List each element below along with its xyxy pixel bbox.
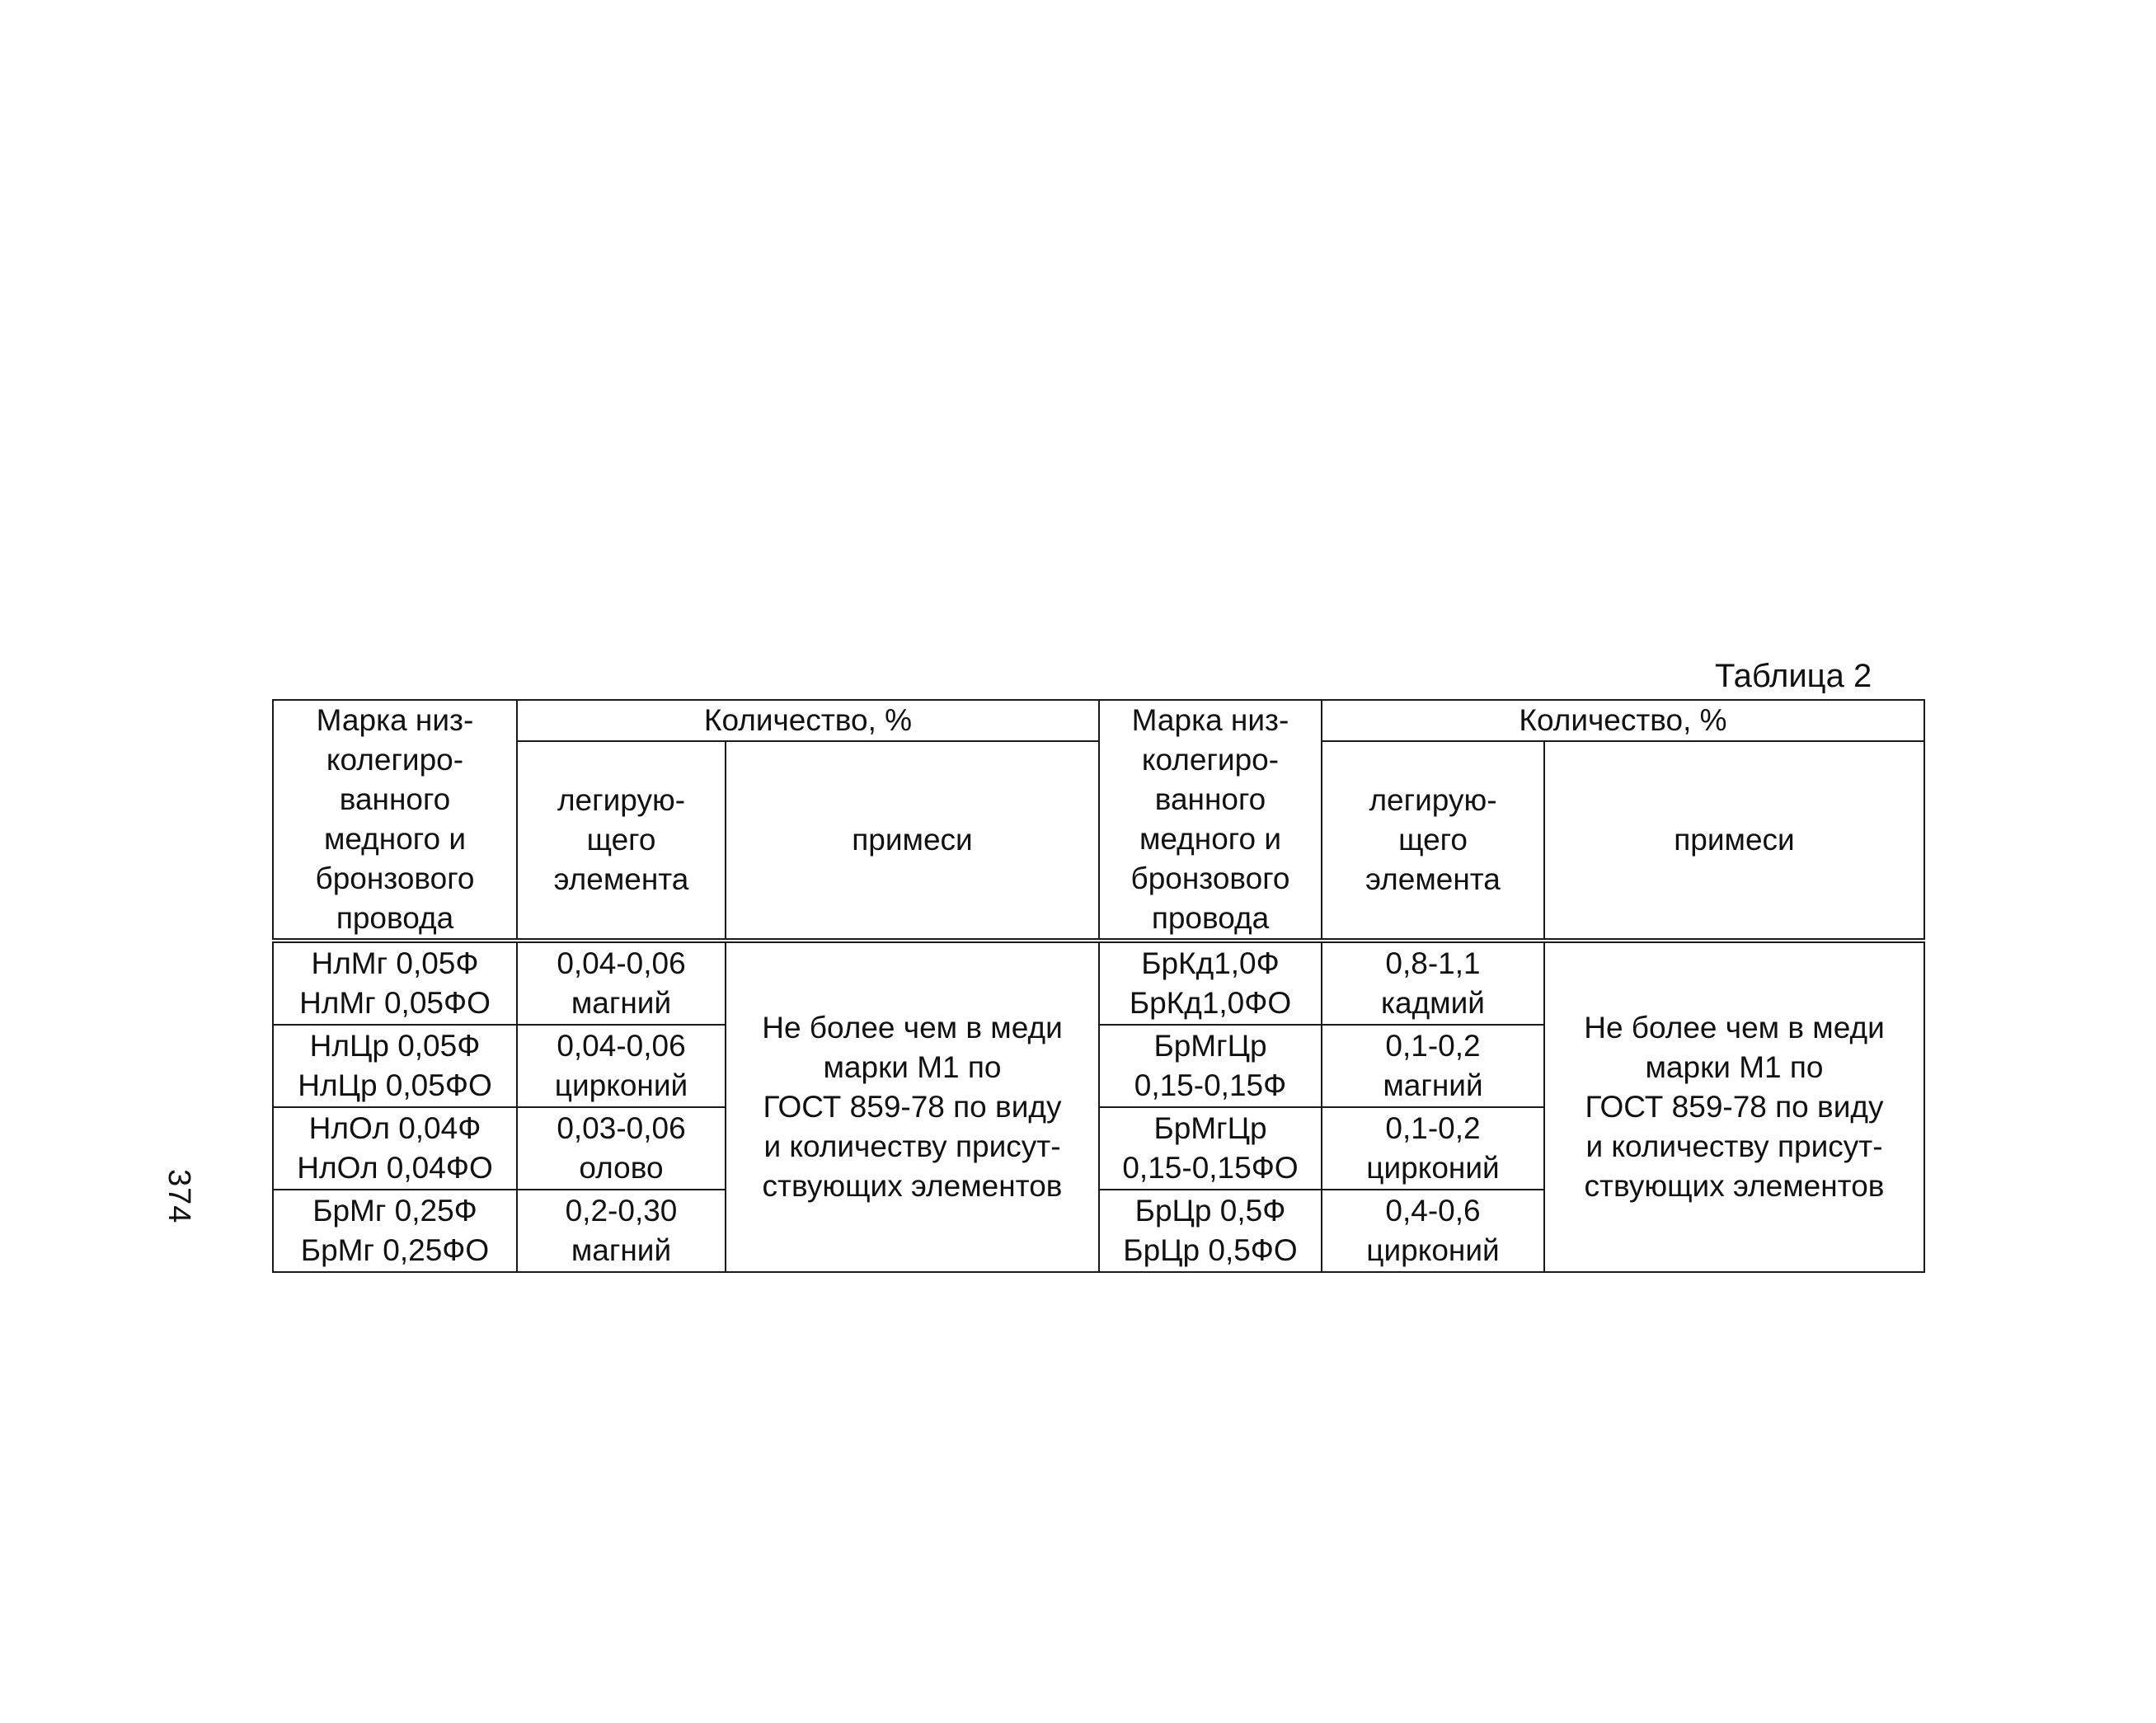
impurities-cell-right: Не более чем в меди марки М1 по ГОСТ 859-78 по виду и количеству присут- ствующих элементов: [1544, 941, 1924, 1272]
header-quantity-right: Количество, %: [1322, 700, 1924, 741]
header-impurities-left: примеси: [726, 741, 1099, 941]
alloy-cell: 0,04-0,06 магний: [517, 941, 726, 1025]
table-subheader-row: [273, 741, 1924, 941]
header-quantity-left: Количество, %: [517, 700, 1099, 741]
alloy-cell: 0,2-0,30 магний: [517, 1190, 726, 1272]
alloy-cell: 0,4-0,6 цирконий: [1322, 1190, 1544, 1272]
page-number: 374: [162, 1169, 196, 1224]
grade-cell: БрМг 0,25Ф БрМг 0,25ФО: [273, 1190, 517, 1272]
alloy-cell: 0,8-1,1 кадмий: [1322, 941, 1544, 1025]
header-grade-left: Марка низ- колегиро- ванного медного и бронзового провода: [273, 700, 517, 941]
grade-cell: НлОл 0,04Ф НлОл 0,04ФО: [273, 1107, 517, 1190]
impurities-cell-left: Не более чем в меди марки М1 по ГОСТ 859-78 по виду и количеству присут- ствующих элементов: [726, 941, 1099, 1272]
table-row: [273, 941, 1924, 1025]
alloy-cell: 0,1-0,2 цирконий: [1322, 1107, 1544, 1190]
alloy-cell: 0,1-0,2 магний: [1322, 1025, 1544, 1107]
grade-cell: БрМгЦр 0,15-0,15ФО: [1099, 1107, 1322, 1190]
table-caption: Таблица 2: [1715, 658, 1872, 694]
table-header-row: [273, 700, 1924, 741]
grade-cell: БрМгЦр 0,15-0,15Ф: [1099, 1025, 1322, 1107]
alloy-table: [272, 699, 1925, 1273]
grade-cell: НлЦр 0,05Ф НлЦр 0,05ФО: [273, 1025, 517, 1107]
header-alloying-left: легирую- щего элемента: [517, 741, 726, 941]
alloy-cell: 0,04-0,06 цирконий: [517, 1025, 726, 1107]
header-alloying-right: легирую- щего элемента: [1322, 741, 1544, 941]
header-grade-right: Марка низ- колегиро- ванного медного и бронзового провода: [1099, 700, 1322, 941]
grade-cell: БрЦр 0,5Ф БрЦр 0,5ФО: [1099, 1190, 1322, 1272]
alloy-cell: 0,03-0,06 олово: [517, 1107, 726, 1190]
header-impurities-right: примеси: [1544, 741, 1924, 941]
grade-cell: БрКд1,0Ф БрКд1,0ФО: [1099, 941, 1322, 1025]
grade-cell: НлМг 0,05Ф НлМг 0,05ФО: [273, 941, 517, 1025]
